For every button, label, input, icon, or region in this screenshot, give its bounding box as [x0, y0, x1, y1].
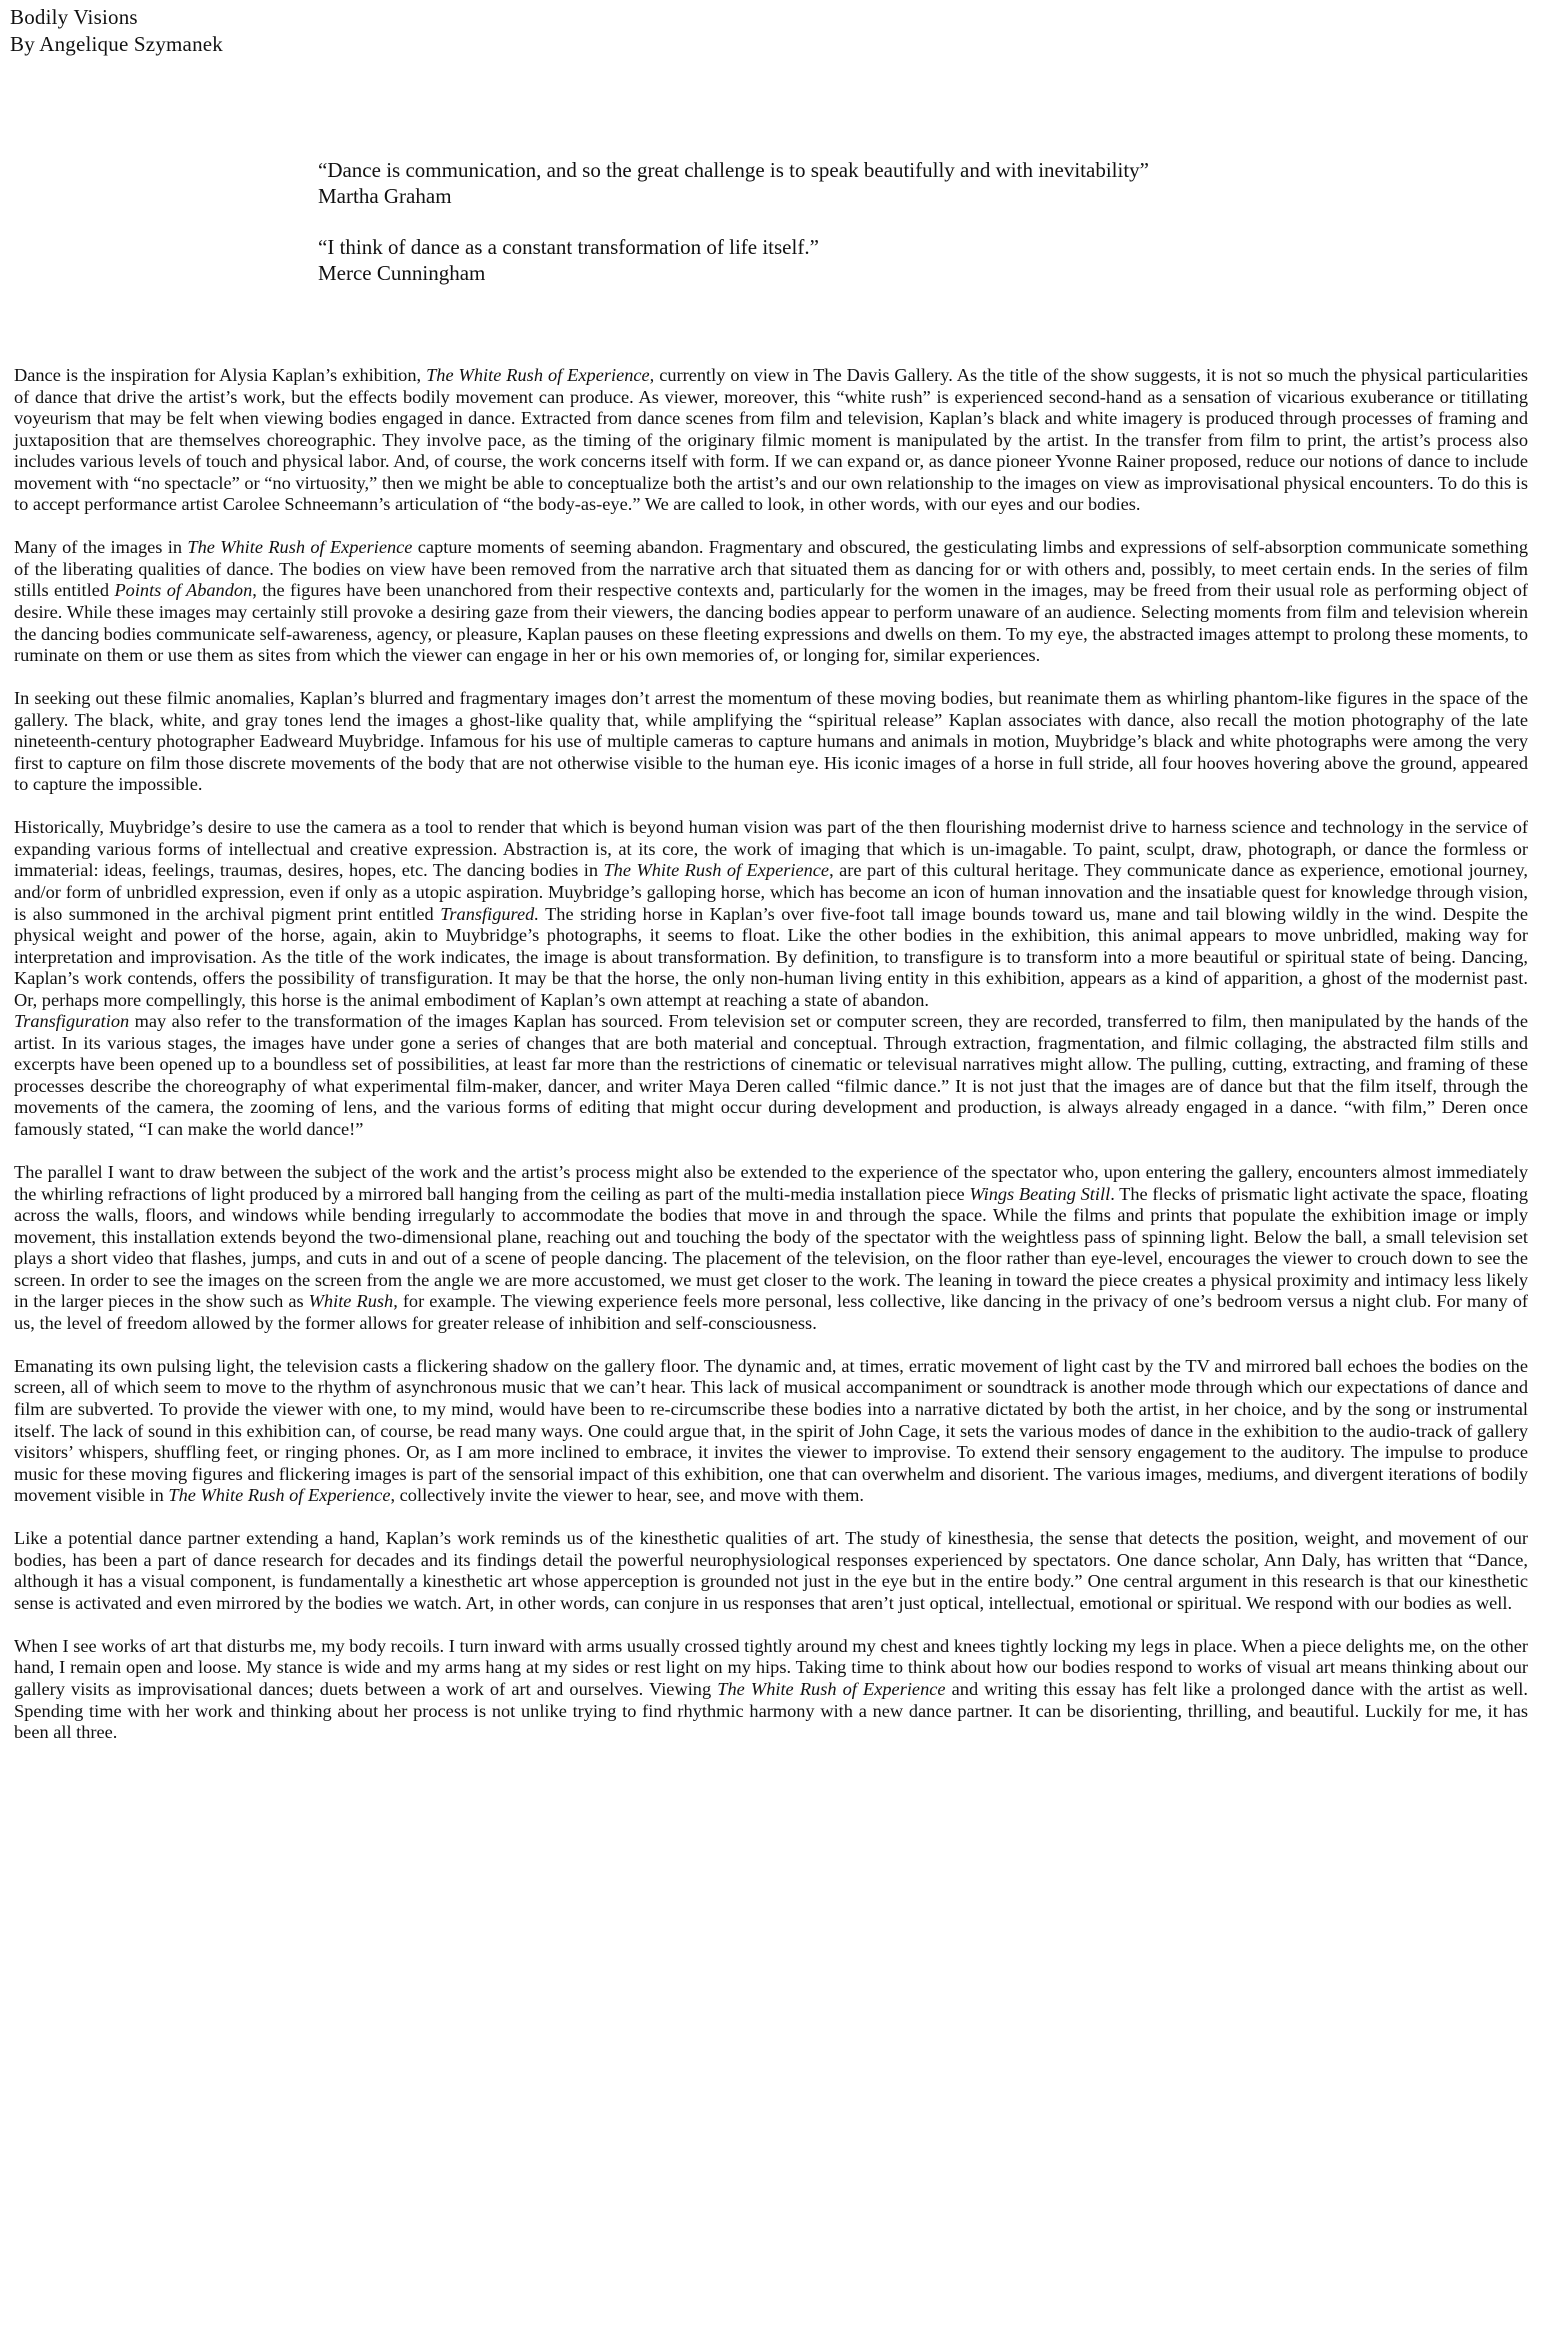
work-title: Transfigured.: [440, 903, 539, 924]
paragraph-text: The parallel I want to draw between the subject of the work and the artist’s process might also be extended to the experience of the spectator who, upon entering the gallery, encounters almost immediately the whirling refractions of light produced by a mirrored ball hanging from the ceiling as part of the multi-media installation piece: [14, 1162, 1528, 1204]
paragraph-text: , for example. The viewing experience feels more personal, less collective, like dancing in the privacy of one’s bedroom versus a night club. For many of us, the level of freedom allowed by the former allows for greater release of inhibition and self-consciousness.: [14, 1291, 1528, 1333]
essay-paragraph: [14, 537, 1528, 666]
epigraph-quote: “I think of dance as a constant transformation of life itself.”: [318, 235, 819, 259]
essay-paragraph: [14, 688, 1528, 796]
epigraph: [318, 234, 1418, 286]
epigraphs: [318, 157, 1418, 311]
essay-paragraph: [14, 365, 1528, 516]
epigraph-author: Merce Cunningham: [318, 261, 486, 285]
document-header: [10, 4, 223, 58]
work-title: The White Rush of Experience,: [426, 365, 655, 385]
paragraph-text: , the figures have been unanchored from their respective contexts and, particularly for the women in the images, may be freed from their usual role as performing object of desire. While these images may certainly still provoke a desiring gaze from their viewers, the dancing bodies appear to perform unaware of an audience. Selecting moments from film and television wherein the dancing bodies communicate self-awareness, agency, or pleasure, Kaplan pauses on these fleeting expressions and dwells on them. To my eye, the abstracted images attempt to prolong these moments, to ruminate on them or use them as sites from which the viewer can engage in her or his own memories of, or longing for, similar experiences.: [14, 580, 1528, 666]
paragraph-text: , are part of this cultural heritage. They communicate dance as experience, emotional journey, and/or form of unbridled expression, even if only as a utopic aspiration. Muybridge’s galloping horse, which has become an icon of human innovation and the insatiable quest for knowledge through vision, is also summoned in the archival pigment print entitled: [14, 860, 1528, 924]
paragraph-text: capture moments of seeming abandon. Fragmentary and obscured, the gesticulating limbs and expressions of self-absorption communicate something of the liberating qualities of dance. The bodies on view have been removed from the narrative arch that situated them as dancing for or with others and, possibly, to meet certain ends. In the series of film stills entitled: [14, 537, 1528, 601]
work-title: White Rush: [308, 1291, 394, 1312]
paragraph-text: Emanating its own pulsing light, the television casts a flickering shadow on the gallery floor. The dynamic and, at times, erratic movement of light cast by the TV and mirrored ball echoes the bodies on the screen, all of which seem to move to the rhythm of asynchronous music that we can’t hear. This lack of musical accompaniment or soundtrack is another mode through which our expectations of dance and film are subverted. To provide the viewer with one, to my mind, would have been to re-circumscribe these bodies into a narrative dictated by both the artist, in her choice, and by the song or instrumental itself. The lack of sound in this exhibition can, of course, be read many ways. One could argue that, in the spirit of John Cage, it sets the various modes of dance in the exhibition to the audio-track of gallery visitors’ whispers, shuffling feet, or ringing phones. Or, as I am more inclined to embrace, it invites the viewer to improvise. To extend their sensory engagement to the auditory. The impulse to produce music for these moving figures and flickering images is part of the sensorial impact of this exhibition, one that can overwhelm and disorient. The various images, mediums, and divergent iterations of bodily movement visible in: [14, 1355, 1528, 1506]
work-title: The White Rush of Experience: [187, 537, 413, 558]
work-title: Transfiguration: [14, 1011, 130, 1032]
epigraph: [318, 157, 1418, 209]
paragraph-text: When I see works of art that disturbs me, my body recoils. I turn inward with arms usually crossed tightly around my chest and knees tightly locking my legs in place. When a piece delights me, on the other hand, I remain open and loose. My stance is wide and my arms hang at my sides or rest light on my hips. Taking time to think about how our bodies respond to works of visual art means thinking about our gallery visits as improvisational dances; duets between a work of art and ourselves. Viewing: [14, 1635, 1528, 1700]
work-title: The White Rush of Experience: [603, 860, 830, 881]
paragraph-text: Like a potential dance partner extending a hand, Kaplan’s work reminds us of the kinesthetic qualities of art. The study of kinesthesia, the sense that detects the position, weight, and movement of our bodies, has been a part of dance research for decades and its findings detail the powerful neurophysiological responses experienced by spectators. One dance scholar, Ann Daly, has written that “Dance, although it has a visual component, is fundamentally a kinesthetic art whose apperception is grounded not just in the eye but in the entire body.” One central argument in this research is that our kinesthetic sense is activated and even mirrored by the bodies we watch. Art, in other words, can conjure in us responses that aren’t just optical, intellectual, emotional or spiritual. We respond with our bodies as well.: [14, 1528, 1528, 1613]
paragraph-text: Many of the images in: [14, 537, 188, 558]
paragraph-text: In seeking out these filmic anomalies, Kaplan’s blurred and fragmentary images don’t arrest the momentum of these moving bodies, but reanimate them as whirling phantom-like figures in the space of the gallery. The black, white, and gray tones lend the images a ghost-like quality that, while amplifying the “spiritual release” Kaplan associates with dance, also recall the motion photography of the late nineteenth-century photographer Eadweard Muybridge. Infamous for his use of multiple cameras to capture humans and animals in motion, Muybridge’s black and white photographs were among the very first to capture on film those discrete movements of the body that are not otherwise visible to the human eye. His iconic images of a horse in full stride, all four hooves hovering above the ground, appeared to capture the impossible.: [14, 688, 1528, 795]
paragraph-text: and writing this essay has felt like a prolonged dance with the artist as well. Spending time with her work and thinking about her process is not unlike trying to find rhythmic harmony with a new dance partner. It can be disorienting, thrilling, and beautiful. Luckily for me, it has been all three.: [14, 1679, 1528, 1743]
paragraph-text: The striding horse in Kaplan’s over five-foot tall image bounds toward us, mane and tail blowing wildly in the wind. Despite the physical weight and power of the horse, again, akin to Muybridge’s photographs, it seems to float. Like the other bodies in the exhibition, this animal appears to move unbridled, making way for interpretation and improvisation. As the title of the work indicates, the image is about transformation. By definition, to transfigure is to transform into a more beautiful or spiritual state of being. Dancing, Kaplan’s work contends, offers the possibility of transfiguration. It may be that the horse, the only non-human living entity in this exhibition, appears as a kind of apparition, a ghost of the modernist past. Or, perhaps more compellingly, this horse is the animal embodiment of Kaplan’s own attempt at reaching a state of abandon.: [14, 903, 1528, 1010]
essay-paragraph: [14, 817, 1528, 1011]
paragraph-text: Historically, Muybridge’s desire to use the camera as a tool to render that which is beyond human vision was part of the then flourishing modernist drive to harness science and technology in the service of expanding various forms of intellectual and creative expression. Abstraction is, at its core, the work of imaging that which is un-imagable. To paint, sculpt, draw, photograph, or dance the formless or immaterial: ideas, feelings, traumas, desires, hopes, etc. The dancing bodies in: [14, 817, 1528, 881]
essay-paragraph: [14, 1636, 1528, 1744]
paragraph-text: currently on view in The Davis Gallery. As the title of the show suggests, it is not so much the physical particularities of dance that drive the artist’s work, but the effects bodily movement can produce. As viewer, moreover, this “white rush” is experienced second-hand as a sensation of vicarious exuberance or titillating voyeurism that may be felt when viewing bodies engaged in dance. Extracted from dance scenes from film and television, Kaplan’s black and white imagery is produced through processes of framing and juxtaposition that are themselves choreographic. They involve pace, as the timing of the originary filmic moment is manipulated by the artist. In the transfer from film to print, the artist’s process also includes various levels of touch and physical labor. And, of course, the work concerns itself with form. If we can expand or, as dance pioneer Yvonne Rainer proposed, reduce our notions of dance to include movement with “no spectacle” or “no virtuosity,” then we might be able to conceptualize both the artist’s and our own relationship to the images on view as improvisational physical encounters. To do this is to accept performance artist Carolee Schneemann’s articulation of “the body-as-eye.” We are called to look, in other words, with our eyes and our bodies.: [14, 365, 1528, 515]
work-title: Points of Abandon: [114, 580, 253, 601]
document-title: Bodily Visions: [10, 5, 138, 29]
work-title: Wings Beating Still: [969, 1183, 1111, 1204]
paragraph-text: , collectively invite the viewer to hear, see, and move with them.: [390, 1485, 864, 1506]
paragraph-text: . The flecks of prismatic light activate the space, floating across the walls, floors, and windows while bending irregularly to accommodate the bodies that move in and through the space. While the films and prints that populate the exhibition image or imply movement, this installation extends beyond the two-dimensional plane, reaching out and touching the body of the spectator with the weightless pass of spinning light. Below the ball, a small television set plays a short video that flashes, jumps, and cuts in and out of a scene of people dancing. The placement of the television, on the floor rather than eye-level, encourages the viewer to crouch down to see the screen. In order to see the images on the screen from the angle we are more accustomed, we must get closer to the work. The leaning in toward the piece creates a physical proximity and intimacy less likely in the larger pieces in the show such as: [14, 1183, 1529, 1312]
epigraph-author: Martha Graham: [318, 184, 452, 208]
paragraph-text: Dance is the inspiration for Alysia Kaplan’s exhibition,: [14, 365, 427, 385]
epigraph-quote: “Dance is communication, and so the great challenge is to speak beautifully and with inevitability”: [318, 158, 1149, 182]
document-byline: By Angelique Szymanek: [10, 32, 224, 56]
work-title: The White Rush of Experience: [717, 1679, 946, 1700]
essay-body: [14, 365, 1528, 1765]
essay-paragraph: [14, 1011, 1528, 1140]
paragraph-text: may also refer to the transformation of the images Kaplan has sourced. From television set or computer screen, they are recorded, transferred to film, then manipulated by the hands of the artist. In its various stages, the images have under gone a series of changes that are both material and conceptual. Through extraction, fragmentation, and filmic collaging, the abstracted film stills and excerpts have been opened up to a boundless set of possibilities, at least far more than the restrictions of cinematic or televisual narratives might allow. The pulling, cutting, extracting, and framing of these processes describe the choreography of what experimental film-maker, dancer, and writer Maya Deren called “filmic dance.” It is not just that the images are of dance but that the film itself, through the movements of the camera, the zooming of lens, and the various forms of editing that might occur during development and production, is always already engaged in a dance. “with film,” Deren once famously stated, “I can make the world dance!”: [14, 1011, 1528, 1139]
essay-paragraph: [14, 1162, 1528, 1334]
work-title: The White Rush of Experience: [168, 1485, 391, 1506]
essay-paragraph: [14, 1356, 1528, 1507]
essay-paragraph: [14, 1528, 1528, 1614]
